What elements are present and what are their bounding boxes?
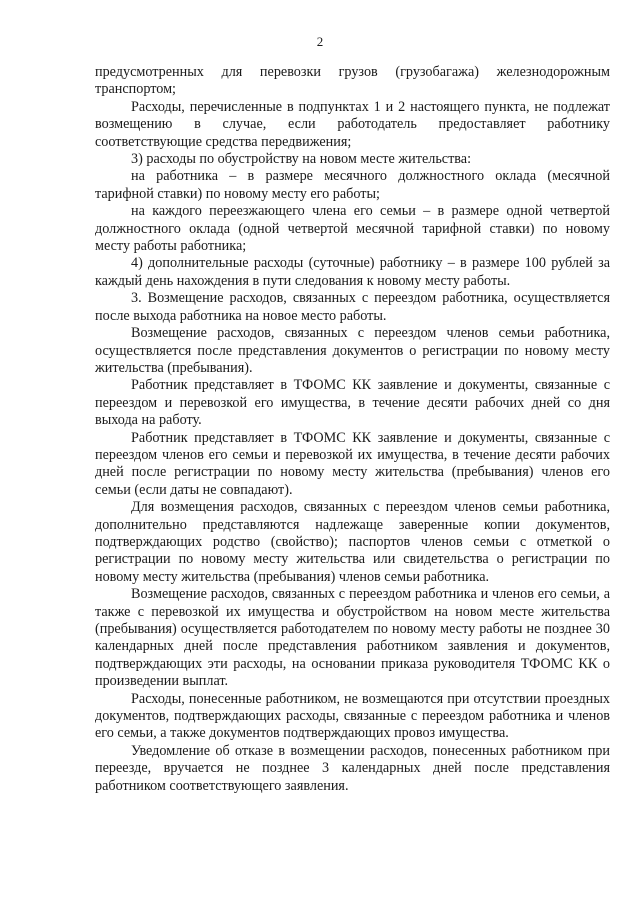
paragraph: 3) расходы по обустройству на новом месте жительства:: [131, 151, 472, 168]
paragraph: Уведомление об отказе в возмещении расходов, понесенных работником при переезде, вручается не позднее 3 календарных дней после представления работником соответствующего заявления.: [95, 742, 610, 794]
paragraph: Для возмещения расходов, связанных с переездом членов семьи работника, дополнительно представляются надлежаще заверенные копии документов, подтверждающих родство (свойство); паспортов членов семьи с отметкой о регистрации по новому месту жительства или свидетельства о регистрации по новому месту жительства (пребывания) членов семьи работника.: [95, 499, 610, 585]
paragraph: 3. Возмещение расходов, связанных с переездом работника, осуществляется после выхода работника на новое место работы.: [95, 290, 610, 324]
paragraph: Работник представляет в ТФОМС КК заявление и документы, связанные с переездом членов его семьи и перевозкой их имущества, в течение десяти рабочих дней после регистрации по новому месту жительства (пребывания) членов его семьи (если даты не совпадают).: [95, 429, 610, 498]
paragraph: Работник представляет в ТФОМС КК заявление и документы, связанные с переездом и перевозкой его имущества, в течение десяти рабочих дней со дня выхода на работу.: [95, 377, 610, 429]
paragraph: Расходы, понесенные работником, не возмещаются при отсутствии проездных документов, подтверждающих расходы, связанные с переездом работника и членов его семьи, а также документов подтверждающих провоз имущества.: [95, 690, 610, 742]
paragraph: 4) дополнительные расходы (суточные) работнику – в размере 100 рублей за каждый день нахождения в пути следования к новому месту работы.: [95, 255, 610, 289]
paragraph: Возмещение расходов, связанных с переездом членов семьи работника, осуществляется после представления документов о регистрации по новому месту жительства (пребывания).: [95, 325, 610, 376]
paragraph: предусмотренных для перевозки грузов (грузобагажа) железнодорожным транспортом;: [95, 64, 610, 98]
paragraph: на каждого переезжающего члена его семьи – в размере одной четвертой должностного оклада (одной четвертой месячной тарифной ставки) по новому месту работы работника;: [95, 203, 610, 255]
document-body: [95, 64, 610, 795]
paragraph: на работника – в размере месячного должностного оклада (месячной тарифной ставки) по новому месту его работы;: [95, 168, 610, 202]
paragraph: Расходы, перечисленные в подпунктах 1 и 2 настоящего пункта, не подлежат возмещению в случае, если работодатель предоставляет работнику соответствующие средства передвижения;: [95, 98, 610, 150]
paragraph: Возмещение расходов, связанных с переездом работника и членов его семьи, а также с перевозкой их имущества и обустройством на новом месте жительства (пребывания) осуществляется работодателем по новому месту работы не позднее 30 календарных дней после представления работником заявления и документов, подтверждающих эти расходы, на основании приказа руководителя ТФОМС КК о произведении выплат.: [95, 586, 610, 690]
page-number: 2: [316, 34, 324, 49]
